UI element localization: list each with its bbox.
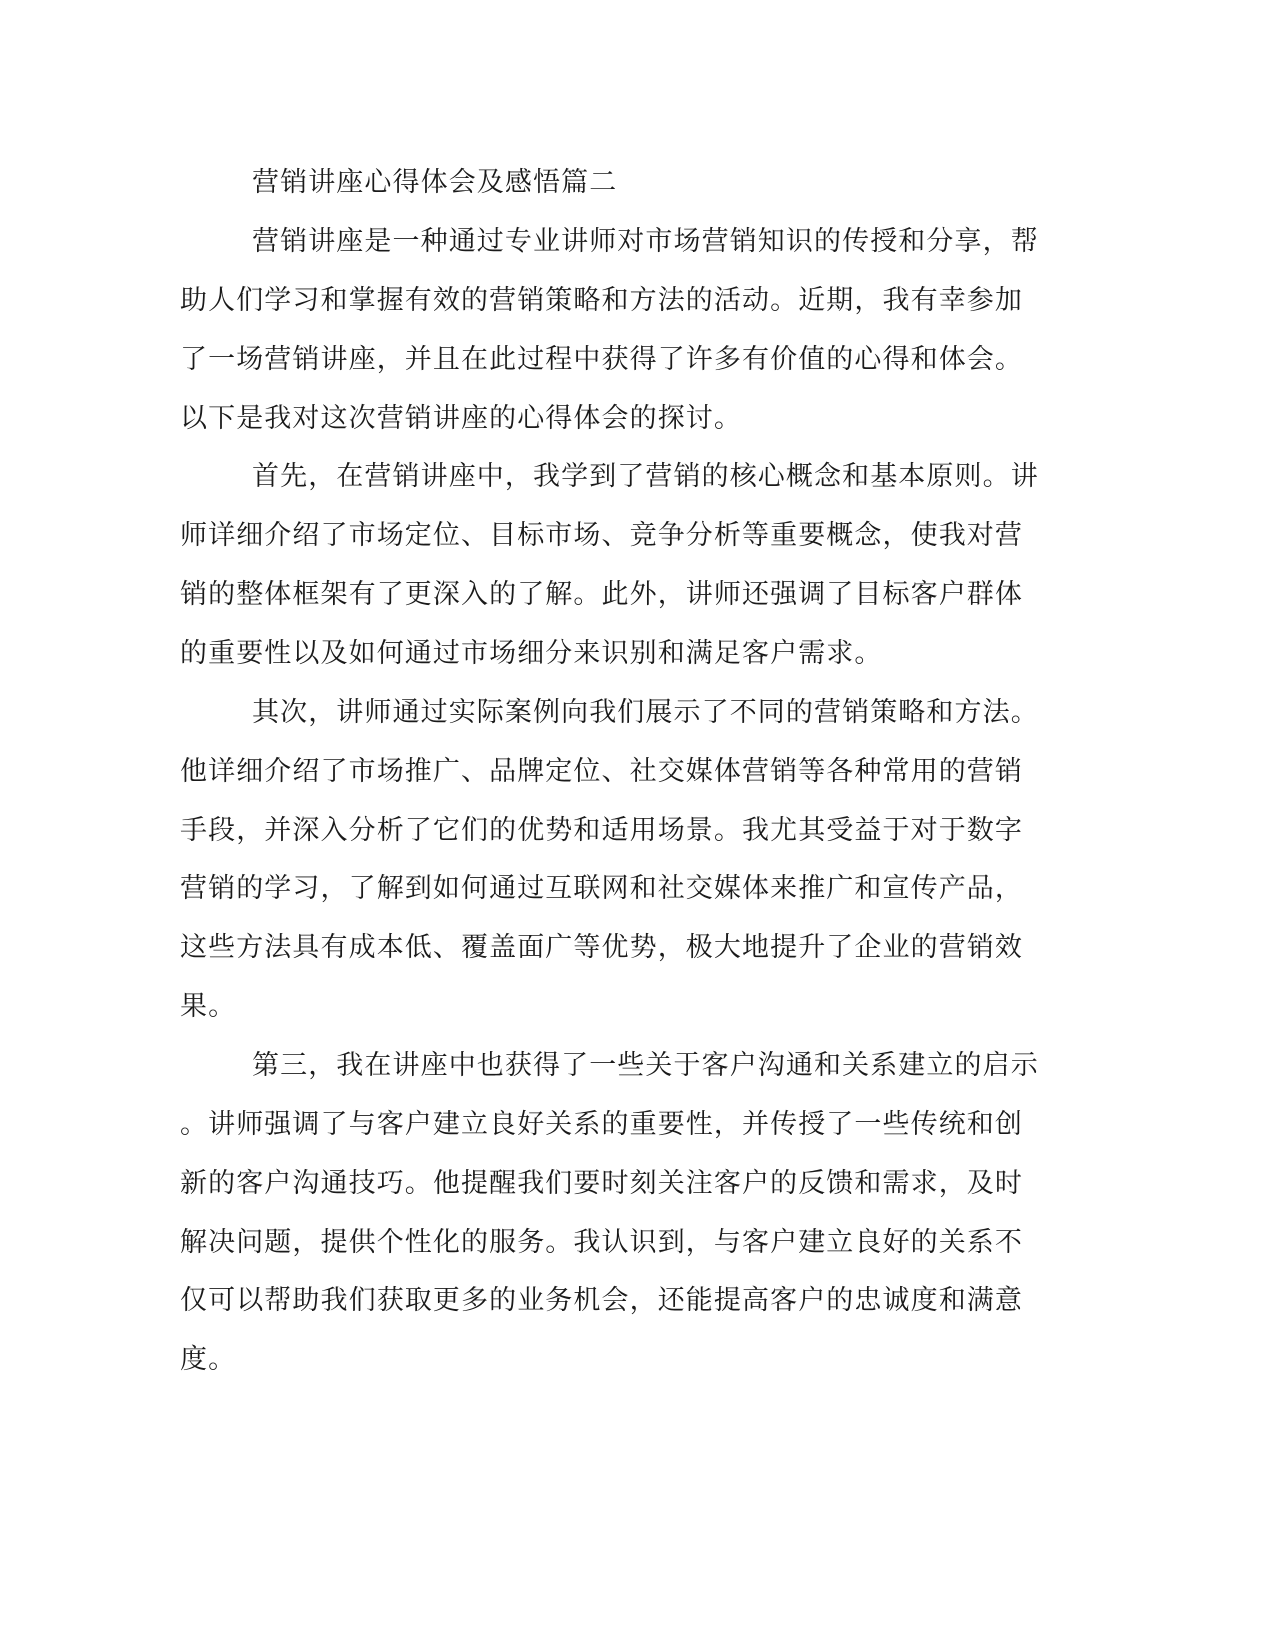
paragraph-4-line-5: 仅可以帮助我们获取更多的业务机会，还能提高客户的忠诚度和满意 bbox=[180, 1285, 1023, 1316]
document-title: 营销讲座心得体会及感悟篇二 bbox=[252, 167, 618, 198]
paragraph-3-line-6: 果。 bbox=[180, 991, 237, 1022]
paragraph-4-line-4: 解决问题，提供个性化的服务。我认识到，与客户建立良好的关系不 bbox=[180, 1227, 1023, 1258]
paragraph-4-line-1: 第三，我在讲座中也获得了一些关于客户沟通和关系建立的启示 bbox=[252, 1050, 1039, 1081]
paragraph-3-line-1: 其次，讲师通过实际案例向我们展示了不同的营销策略和方法。 bbox=[252, 697, 1039, 728]
paragraph-3-line-4: 营销的学习，了解到如何通过互联网和社交媒体来推广和宣传产品， bbox=[180, 873, 1023, 904]
paragraph-1-line-1: 营销讲座是一种通过专业讲师对市场营销知识的传授和分享，帮 bbox=[252, 226, 1039, 257]
paragraph-1-line-2: 助人们学习和掌握有效的营销策略和方法的活动。近期，我有幸参加 bbox=[180, 285, 1023, 316]
paragraph-2-line-2: 师详细介绍了市场定位、目标市场、竞争分析等重要概念，使我对营 bbox=[180, 520, 1023, 551]
paragraph-1-line-3: 了一场营销讲座，并且在此过程中获得了许多有价值的心得和体会。 bbox=[180, 344, 1023, 375]
paragraph-2-line-3: 销的整体框架有了更深入的了解。此外，讲师还强调了目标客户群体 bbox=[180, 579, 1023, 610]
paragraph-1-line-4: 以下是我对这次营销讲座的心得体会的探讨。 bbox=[180, 403, 742, 434]
paragraph-3-line-5: 这些方法具有成本低、覆盖面广等优势，极大地提升了企业的营销效 bbox=[180, 932, 1023, 963]
paragraph-3-line-2: 他详细介绍了市场推广、品牌定位、社交媒体营销等各种常用的营销 bbox=[180, 756, 1023, 787]
paragraph-4-line-6: 度。 bbox=[180, 1344, 237, 1375]
paragraph-4-line-3: 新的客户沟通技巧。他提醒我们要时刻关注客户的反馈和需求，及时 bbox=[180, 1168, 1023, 1199]
paragraph-2-line-4: 的重要性以及如何通过市场细分来识别和满足客户需求。 bbox=[180, 638, 883, 669]
paragraph-3-line-3: 手段，并深入分析了它们的优势和适用场景。我尤其受益于对于数字 bbox=[180, 815, 1023, 846]
paragraph-4-line-2: 。讲师强调了与客户建立良好关系的重要性，并传授了一些传统和创 bbox=[180, 1109, 1023, 1140]
paragraph-2-line-1: 首先，在营销讲座中，我学到了营销的核心概念和基本原则。讲 bbox=[252, 461, 1039, 492]
